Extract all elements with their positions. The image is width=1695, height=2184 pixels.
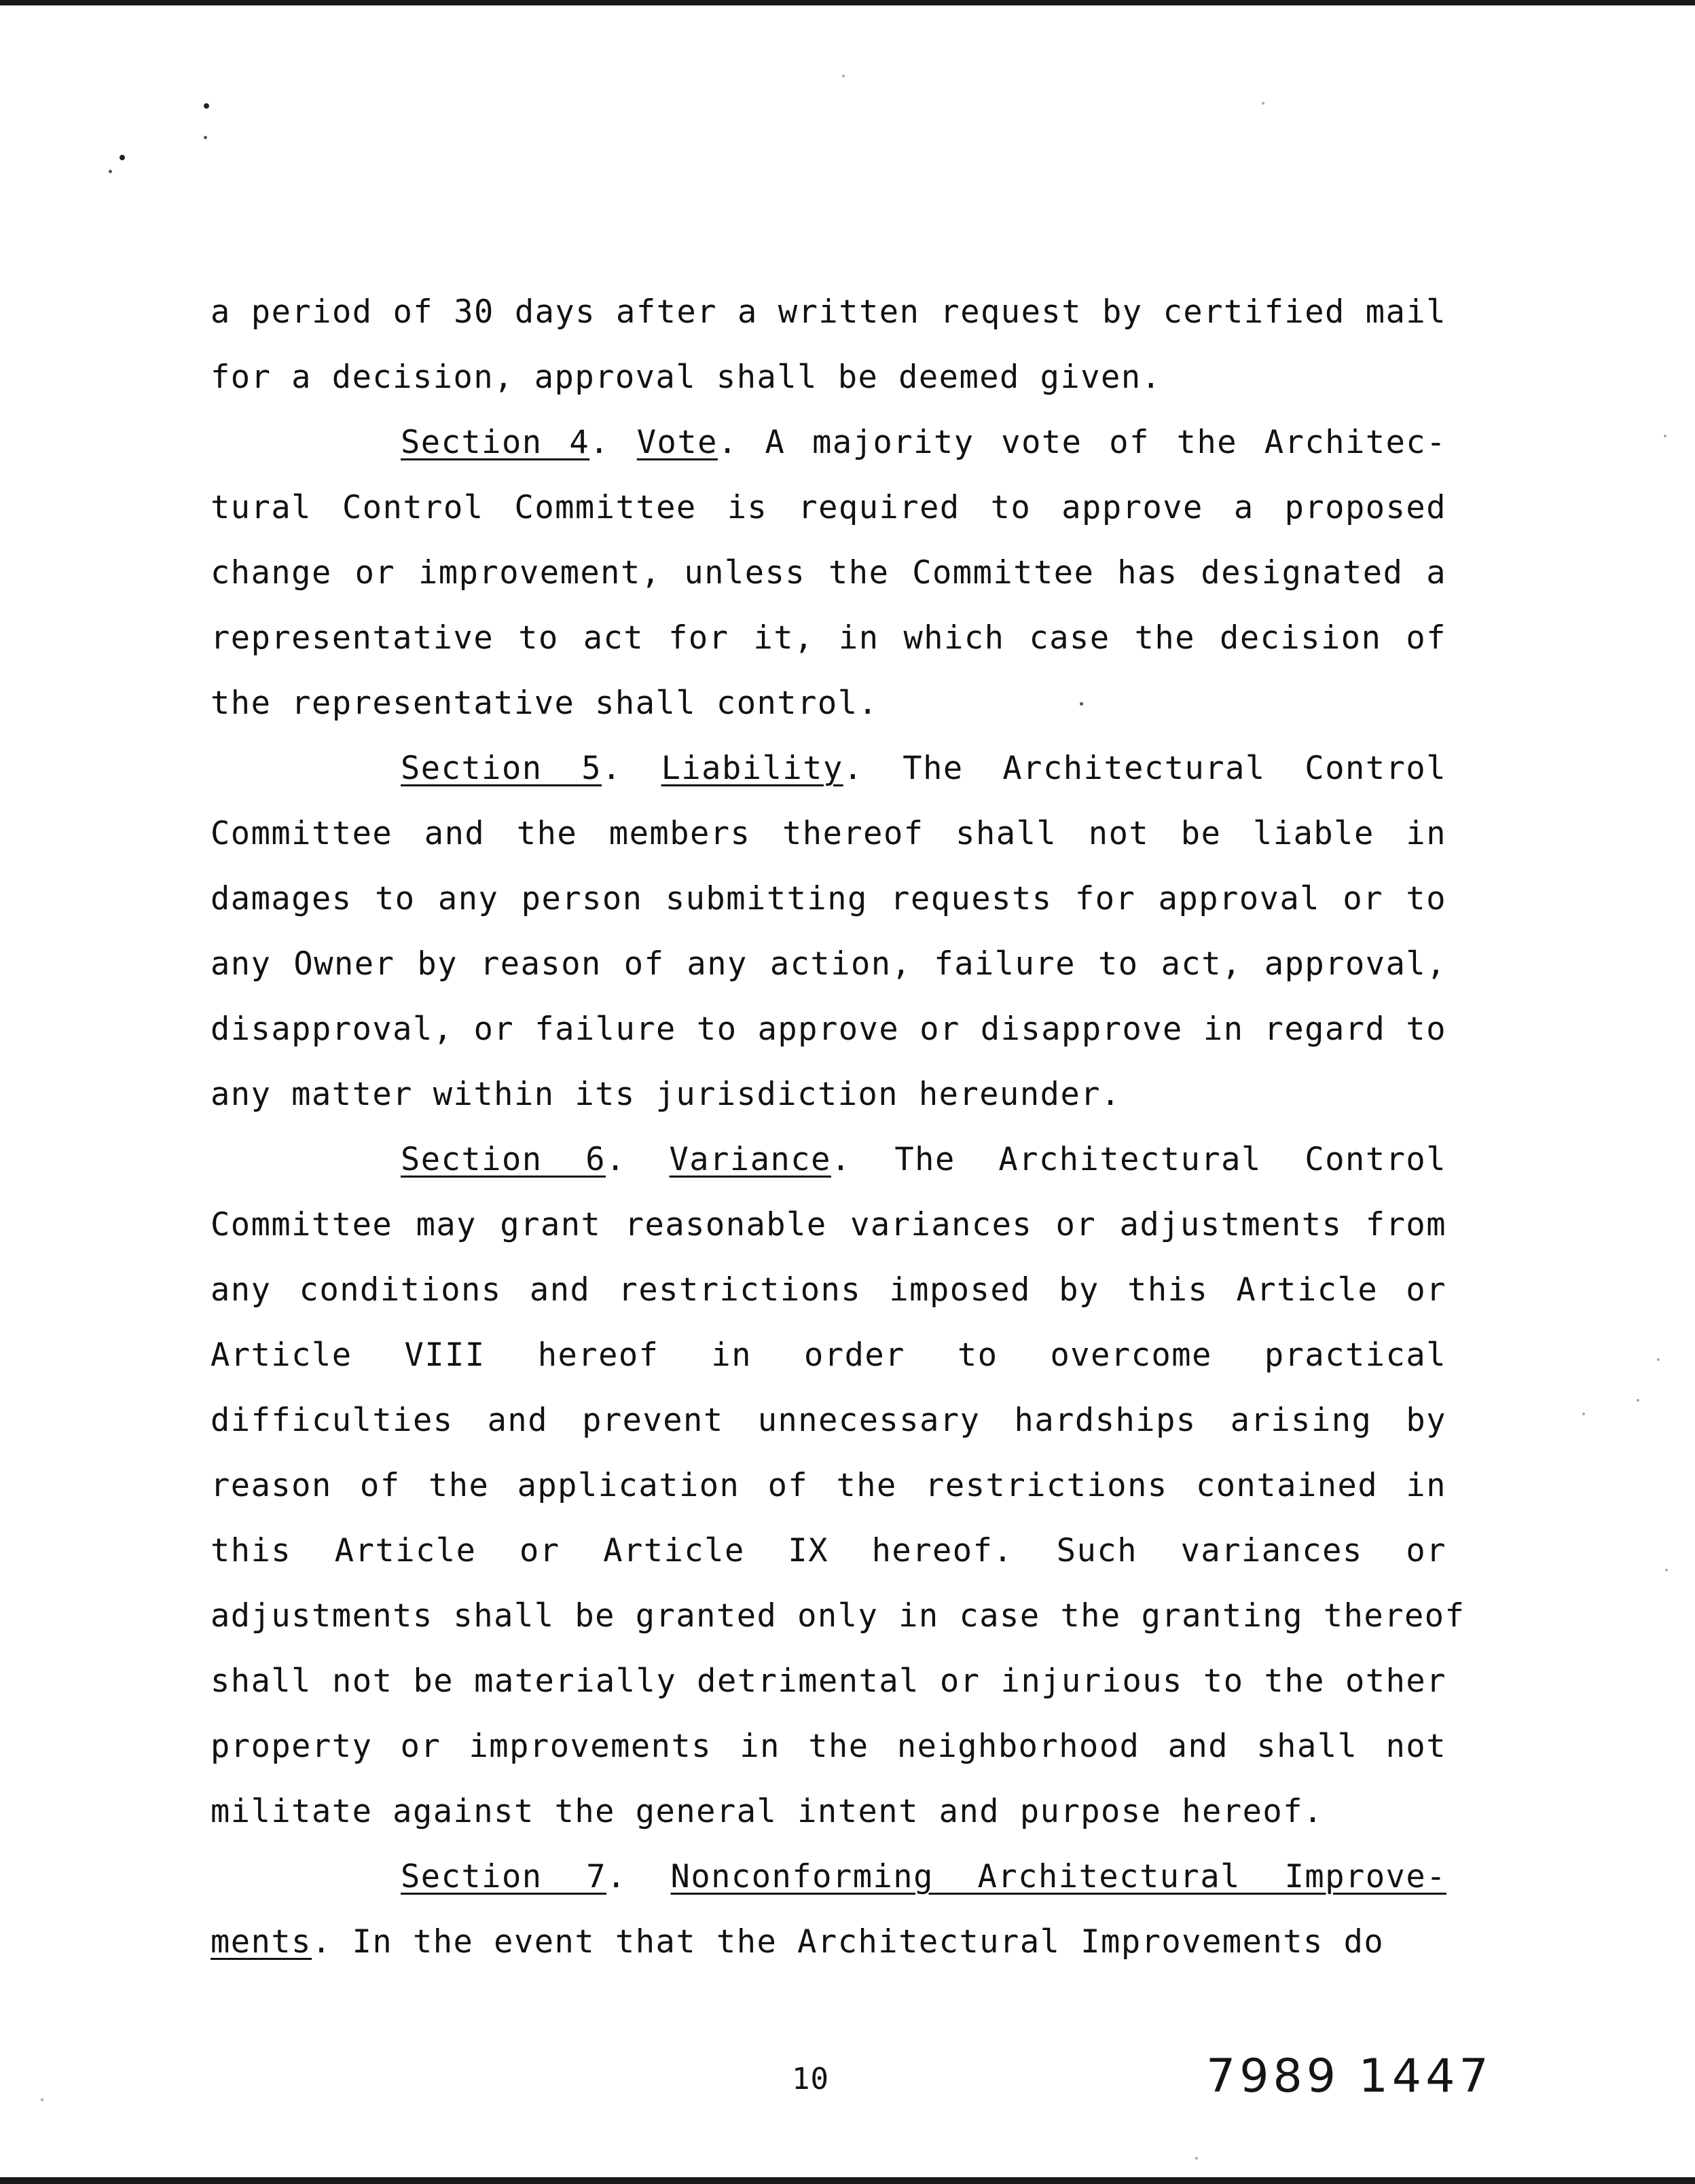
scan-speck [204,136,207,139]
line-text: change or improvement, unless the Committee has designated a [211,554,1446,592]
line-text: Committee and the members thereof shall not be liable in [211,815,1446,852]
line-text: shall not be materially detrimental or injurious to the other [211,1662,1446,1700]
text-line [211,932,1446,997]
document-code: 7989 1447 [1206,2050,1493,2103]
section-number: Section 7 [401,1858,607,1895]
separator: . [602,750,661,787]
scan-speck [1195,2157,1198,2160]
scan-edge-bottom [0,2177,1695,2184]
text-line [211,1779,1446,1844]
line-text: difficulties and prevent unnecessary hardships arising by [211,1402,1446,1439]
section-heading: Variance [669,1141,831,1178]
section-number: Section 5 [401,750,602,787]
scan-speck [204,103,209,109]
line-text: Article VIII hereof in order to overcome practical [211,1336,1446,1374]
text-line [211,997,1446,1062]
line-text: the representative shall control. [211,685,879,722]
section-number: Section 6 [401,1141,606,1178]
text-line [211,1323,1446,1388]
text-line [211,410,1446,475]
line-text: damages to any person submitting requests for approval or to [211,880,1446,917]
line-text: for a decision, approval shall be deemed given. [211,359,1162,396]
section-text: . A majority vote of the Architec- [717,424,1447,461]
text-line [211,1910,1446,1975]
text-line [211,1584,1465,1649]
text-line [211,1388,1446,1453]
text-line [211,736,1446,801]
line-text: adjustments shall be granted only in case the granting thereof [211,1597,1465,1635]
scan-speck [1582,1413,1585,1415]
section-heading: Liability [661,750,843,787]
section-number: Section 4 [401,424,590,461]
text-line [211,475,1446,541]
scan-edge-top [0,0,1695,5]
scan-speck [1657,1358,1660,1361]
section-heading: Vote [636,424,718,461]
line-text: militate against the general intent and purpose hereof. [211,1793,1324,1830]
scan-speck [1664,435,1666,437]
line-text: tural Control Committee is required to approve a proposed [211,489,1446,526]
line-text: this Article or Article IX hereof. Such variances or [211,1532,1446,1569]
scan-speck [120,155,125,160]
line-text: any matter within its jurisdiction hereunder. [211,1076,1121,1113]
text-line [211,671,1446,736]
text-line [211,1127,1446,1193]
text-line [211,280,1446,345]
page-number: 10 [792,2062,829,2096]
text-line [211,606,1446,671]
line-text: reason of the application of the restrictions contained in [211,1467,1446,1504]
section-text: . In the event that the Architectural Improvements do [311,1923,1385,1961]
text-line [211,541,1446,606]
section-text: . The Architectural Control [831,1141,1446,1178]
scan-speck [1665,1569,1668,1571]
text-line [211,801,1446,867]
scan-speck [41,2098,43,2101]
text-line [211,1258,1446,1323]
document-body [211,280,1465,1975]
scan-speck [1637,1399,1639,1402]
text-line [211,1193,1446,1258]
text-line [211,345,1446,410]
text-line [211,1062,1446,1127]
line-text: property or improvements in the neighborhood and shall not [211,1728,1446,1765]
separator: . [606,1858,671,1895]
text-line [211,867,1446,932]
text-line [211,1453,1446,1518]
section-heading-continued: ments [211,1923,312,1961]
line-text: a period of 30 days after a written request by certified mail [211,293,1446,331]
text-line [211,1714,1446,1779]
line-text: representative to act for it, in which case the decision of [211,619,1446,657]
line-text: Committee may grant reasonable variances or adjustments from [211,1206,1446,1243]
section-text: . The Architectural Control [843,750,1446,787]
scan-speck [842,75,845,77]
line-text: any Owner by reason of any action, failure to act, approval, [211,945,1446,983]
text-line [211,1518,1446,1584]
separator: . [589,424,637,461]
line-text: disapproval, or failure to approve or disapprove in regard to [211,1011,1446,1048]
separator: . [606,1141,670,1178]
text-line [211,1844,1446,1910]
scan-speck [109,170,112,173]
section-heading: Nonconforming Architectural Improve- [670,1858,1446,1895]
scan-speck [1262,102,1264,105]
text-line [211,1649,1446,1714]
line-text: any conditions and restrictions imposed by this Article or [211,1271,1446,1309]
